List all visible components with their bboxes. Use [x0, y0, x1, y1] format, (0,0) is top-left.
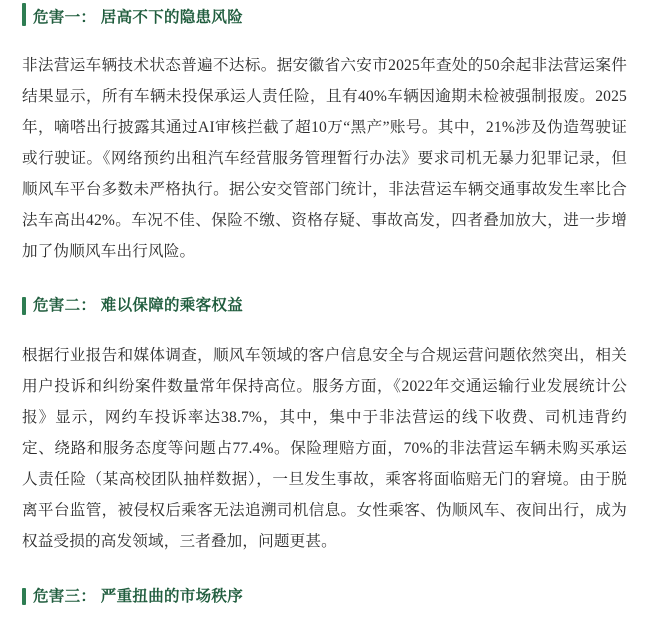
section-paragraph-two: 根据行业报告和媒体调查，顺风车领域的客户信息安全与合规运营问题依然突出，相关用户投诉和纠纷案件数量常年保持高位。服务方面，《2022年交通运输行业发展统计公报》显示，网约车投诉率达38.7%，其中，集中于非法营运的线下收费、司机违背约定、绕路和服务态度等问题占77.4%。保险理赔方面，70%的非法营运车辆未购买承运人责任险（某高校团队抽样数据），一旦发生事故，乘客将面临赔无门的窘境。由于脱离平台监管，被侵权后乘客无法追溯司机信息。女性乘客、伪顺风车、夜间出行，成为权益受损的高发领域，三者叠加，问题更甚。: [22, 346, 627, 550]
section-heading-two: 危害二： 难以保障的乘客权益: [22, 294, 627, 317]
section-paragraph-one: 非法营运车辆技术状态普遍不达标。据安徽省六安市2025年查处的50余起非法营运案件结果显示，所有车辆未投保承运人责任险，且有40%车辆因逾期未检被强制报废。2025年，嘀嗒出行披露其通过AI审核拦截了超10万“黑产”账号。其中，21%涉及伪造驾驶证或行驶证。《网络预约出租汽车经营服务管理暂行办法》要求司机无暴力犯罪记录，但顺风车平台多数未严格执行。据公安交管部门统计，非法营运车辆交通事故发生率比合法车高出42%。车况不佳、保险不缴、资格存疑、事故高发，四者叠加放大，进一步增加了伪顺风车出行风险。: [22, 57, 627, 261]
section-harm-two: [22, 294, 627, 556]
section-heading-one: 危害一： 居高不下的隐患风险: [22, 0, 627, 29]
section-harm-three: [22, 585, 627, 608]
section-harm-one: [22, 0, 627, 267]
section-heading-three: 危害三： 严重扭曲的市场秩序: [22, 585, 627, 608]
